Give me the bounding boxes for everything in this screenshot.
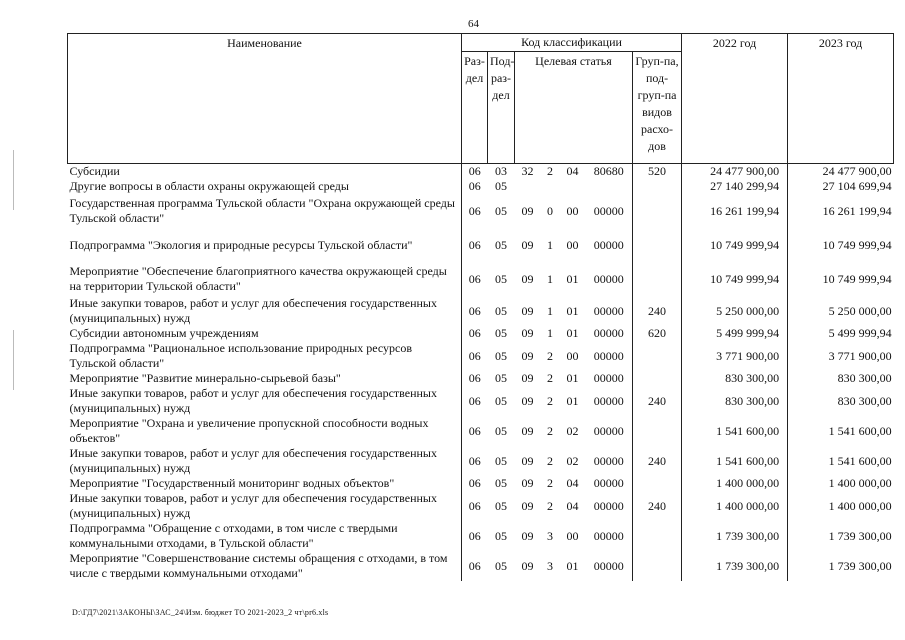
table-row: [68, 179, 894, 194]
cell-cs2: 2: [547, 393, 553, 408]
cell-podrazdel: 05: [495, 371, 507, 385]
cell-cs1: [515, 179, 541, 194]
cell-y2023: 24 477 900,00: [788, 164, 894, 180]
header-subsection: Под-раз-дел: [488, 52, 515, 164]
cell-cs3: 00: [566, 203, 579, 218]
cell-razdel: 06: [462, 416, 488, 446]
cell-cs3: 02: [566, 423, 579, 438]
table-row: [68, 296, 894, 326]
cell-podrazdel: 03: [488, 164, 515, 180]
cell-cs1: 09: [521, 528, 534, 543]
cell-name: Государственная программа Тульской области "Охрана окружающей среды Тульской области": [69, 196, 455, 225]
table-row: [68, 476, 894, 491]
cell-cs3: 01: [566, 326, 579, 340]
cell-cs2: 2: [547, 498, 553, 513]
cell-cs3: 04: [566, 498, 579, 513]
cell-y2022: 27 140 299,94: [682, 179, 788, 194]
cell-podrazdel: 05: [495, 453, 507, 468]
cell-y2023: 10 749 999,94: [788, 262, 894, 296]
cell-y2022: 1 541 600,00: [682, 416, 788, 446]
cell-razdel: 06: [462, 386, 488, 416]
cell-razdel: 06: [462, 551, 488, 581]
cell-cs1: 09: [521, 237, 534, 252]
cell-cs2: 3: [547, 528, 553, 543]
cell-razdel: 06: [462, 296, 488, 326]
cell-cs4: 00000: [593, 371, 624, 385]
cell-podrazdel: 05: [495, 528, 507, 543]
cell-razdel: 06: [462, 262, 488, 296]
cell-cs2: 1: [547, 326, 553, 340]
header-classification-code: Код классификации: [462, 34, 682, 52]
table-row: [68, 262, 894, 296]
cell-razdel: 06: [462, 491, 488, 521]
cell-name: Мероприятие "Развитие минерально-сырьевой базы": [69, 371, 341, 385]
cell-cs1: 32: [515, 164, 541, 180]
cell-cs4: 00000: [593, 348, 624, 363]
cell-name: Субсидии автономным учреждениям: [69, 326, 259, 340]
cell-razdel: 06: [462, 179, 488, 194]
cell-podrazdel: 05: [495, 326, 507, 340]
header-year-2023: 2023 год: [788, 34, 894, 164]
cell-podrazdel: 05: [495, 348, 507, 363]
cell-vr: [633, 228, 682, 262]
cell-cs2: 2: [547, 453, 553, 468]
cell-cs4: [586, 179, 633, 194]
cell-podrazdel: 05: [495, 498, 507, 513]
cell-cs3: 02: [566, 453, 579, 468]
cell-cs4: 00000: [593, 203, 624, 218]
cell-cs2: 2: [547, 423, 553, 438]
cell-cs3: 01: [566, 558, 579, 573]
cell-cs1: 09: [521, 393, 534, 408]
cell-cs4: 00000: [593, 453, 624, 468]
cell-y2023: 27 104 699,94: [788, 179, 894, 194]
cell-y2022: 5 499 999,94: [682, 326, 788, 341]
footer-file-path: D:\ГД7\2021\ЗАКОНЫ\ЗАС_24\Изм. бюджет ТО 2021-2023_2 чт\pr6.xls: [72, 608, 329, 617]
cell-cs1: 09: [521, 271, 534, 286]
cell-cs4: 00000: [593, 237, 624, 252]
cell-cs3: 01: [566, 271, 579, 286]
margin-mark: [13, 330, 14, 390]
cell-podrazdel: 05: [495, 423, 507, 438]
cell-cs2: 2: [547, 371, 553, 385]
table-row: [68, 326, 894, 341]
cell-y2022: 830 300,00: [682, 371, 788, 386]
cell-razdel: 06: [462, 194, 488, 228]
cell-cs4: 00000: [593, 393, 624, 408]
table-row: [68, 228, 894, 262]
cell-y2022: 3 771 900,00: [682, 341, 788, 371]
cell-cs2: 3: [547, 558, 553, 573]
cell-vr: 240: [633, 446, 682, 476]
cell-podrazdel: 05: [495, 303, 507, 318]
cell-y2022: 830 300,00: [682, 386, 788, 416]
cell-name: Иные закупки товаров, работ и услуг для обеспечения государственных (муниципальных) нужд: [69, 296, 437, 325]
cell-razdel: 06: [462, 228, 488, 262]
cell-razdel: 06: [462, 164, 488, 180]
cell-vr: [633, 179, 682, 194]
cell-vr: [633, 476, 682, 491]
cell-cs4: 00000: [593, 303, 624, 318]
cell-y2023: 5 250 000,00: [788, 296, 894, 326]
cell-razdel: 06: [462, 521, 488, 551]
cell-razdel: 06: [462, 341, 488, 371]
cell-vr: [633, 551, 682, 581]
header-expense-group: Груп-па, под-груп-па видов расхо-дов: [633, 52, 682, 164]
cell-cs1: 09: [521, 348, 534, 363]
cell-y2023: 3 771 900,00: [788, 341, 894, 371]
cell-cs1: 09: [521, 453, 534, 468]
cell-razdel: 06: [462, 326, 488, 341]
cell-vr: [633, 416, 682, 446]
cell-name: Другие вопросы в области охраны окружающей среды: [69, 179, 349, 193]
cell-y2023: 1 541 600,00: [788, 446, 894, 476]
cell-razdel: 06: [462, 371, 488, 386]
cell-cs3: [560, 179, 586, 194]
cell-y2022: 10 749 999,94: [682, 228, 788, 262]
cell-cs1: 09: [521, 371, 534, 385]
table-body: [68, 164, 894, 582]
cell-cs1: 09: [521, 326, 534, 340]
cell-name: Иные закупки товаров, работ и услуг для обеспечения государственных (муниципальных) нужд: [69, 446, 437, 475]
cell-cs2: 2: [547, 476, 553, 490]
cell-podrazdel: 05: [495, 237, 507, 252]
cell-vr: 620: [633, 326, 682, 341]
cell-cs3: 00: [566, 348, 579, 363]
cell-podrazdel: 05: [495, 393, 507, 408]
cell-cs3: 04: [560, 164, 586, 180]
header-name: Наименование: [68, 34, 462, 164]
cell-name: Подпрограмма "Рациональное использование природных ресурсов Тульской области": [69, 341, 412, 370]
cell-y2023: 830 300,00: [788, 386, 894, 416]
cell-cs2: 2: [541, 164, 560, 180]
cell-name: Подпрограмма "Обращение с отходами, в том числе с твердыми коммунальными отходами, в Тульской области": [69, 521, 398, 550]
cell-y2022: 5 250 000,00: [682, 296, 788, 326]
cell-name: Мероприятие "Государственный мониторинг водных объектов": [69, 476, 395, 490]
cell-name: Иные закупки товаров, работ и услуг для обеспечения государственных (муниципальных) нужд: [69, 386, 437, 415]
cell-name: Мероприятие "Совершенствование системы обращения с отходами, в том числе с твердыми коммунальными отходами": [69, 551, 448, 580]
cell-cs1: 09: [521, 423, 534, 438]
cell-vr: [633, 521, 682, 551]
cell-cs1: 09: [521, 476, 534, 490]
cell-cs3: 01: [566, 303, 579, 318]
table-row: [68, 416, 894, 446]
cell-y2022: 1 541 600,00: [682, 446, 788, 476]
cell-y2023: 830 300,00: [788, 371, 894, 386]
cell-cs4: 00000: [593, 423, 624, 438]
cell-razdel: 06: [462, 446, 488, 476]
header-target-article: Целевая статья: [515, 52, 633, 164]
budget-table: [67, 33, 894, 581]
cell-name: Субсидии: [68, 164, 462, 180]
table-row: [68, 491, 894, 521]
cell-y2022: 1 400 000,00: [682, 491, 788, 521]
cell-y2023: 16 261 199,94: [788, 194, 894, 228]
cell-vr: [633, 262, 682, 296]
table-row: [68, 194, 894, 228]
cell-cs2: 1: [547, 271, 553, 286]
cell-cs3: 01: [566, 393, 579, 408]
table-row: [68, 341, 894, 371]
cell-cs4: 00000: [593, 476, 624, 490]
cell-cs3: 04: [566, 476, 579, 490]
cell-y2022: 16 261 199,94: [682, 194, 788, 228]
cell-vr: [633, 194, 682, 228]
cell-name: Подпрограмма "Экология и природные ресурсы Тульской области": [69, 237, 413, 252]
cell-vr: 240: [633, 296, 682, 326]
table-row: [68, 164, 894, 180]
cell-vr: 520: [633, 164, 682, 180]
cell-podrazdel: 05: [495, 271, 507, 286]
cell-cs2: 2: [547, 348, 553, 363]
cell-podrazdel: 05: [495, 558, 507, 573]
cell-cs1: 09: [521, 498, 534, 513]
cell-cs1: 09: [521, 303, 534, 318]
cell-cs3: 00: [566, 528, 579, 543]
cell-name: Иные закупки товаров, работ и услуг для обеспечения государственных (муниципальных) нужд: [69, 491, 437, 520]
cell-cs4: 00000: [593, 271, 624, 286]
cell-cs2: 1: [547, 237, 553, 252]
cell-razdel: 06: [462, 476, 488, 491]
cell-y2023: 1 400 000,00: [788, 491, 894, 521]
table-row: [68, 521, 894, 551]
table-row: [68, 551, 894, 581]
cell-y2022: 1 400 000,00: [682, 476, 788, 491]
cell-cs4: 00000: [593, 558, 624, 573]
cell-y2022: 24 477 900,00: [682, 164, 788, 180]
cell-cs1: 09: [521, 203, 534, 218]
cell-name: Мероприятие "Обеспечение благоприятного качества окружающей среды на территории Тульской области": [69, 264, 447, 293]
cell-y2023: 1 400 000,00: [788, 476, 894, 491]
cell-vr: 240: [633, 386, 682, 416]
cell-cs1: 09: [521, 558, 534, 573]
cell-podrazdel: 05: [495, 179, 507, 193]
cell-vr: 240: [633, 491, 682, 521]
cell-cs2: 0: [547, 203, 553, 218]
table-row: [68, 446, 894, 476]
cell-cs4: 00000: [593, 326, 624, 340]
cell-cs2: 1: [547, 303, 553, 318]
cell-cs3: 00: [566, 237, 579, 252]
cell-cs3: 01: [566, 371, 579, 385]
page-number: 64: [468, 18, 479, 30]
cell-cs4: 00000: [593, 528, 624, 543]
cell-y2023: 1 739 300,00: [788, 551, 894, 581]
cell-y2023: 1 739 300,00: [788, 521, 894, 551]
cell-podrazdel: 05: [495, 203, 507, 218]
cell-name: Мероприятие "Охрана и увеличение пропускной способности водных объектов": [69, 416, 429, 445]
cell-cs2: [541, 179, 560, 194]
cell-cs4: 00000: [593, 498, 624, 513]
cell-y2023: 5 499 999,94: [788, 326, 894, 341]
cell-vr: [633, 371, 682, 386]
header-section: Раз-дел: [462, 52, 488, 164]
header-year-2022: 2022 год: [682, 34, 788, 164]
cell-vr: [633, 341, 682, 371]
cell-y2023: 10 749 999,94: [788, 228, 894, 262]
cell-cs4: 80680: [586, 164, 633, 180]
cell-y2022: 1 739 300,00: [682, 521, 788, 551]
cell-y2022: 10 749 999,94: [682, 262, 788, 296]
margin-mark: [13, 150, 14, 210]
cell-y2022: 1 739 300,00: [682, 551, 788, 581]
cell-y2023: 1 541 600,00: [788, 416, 894, 446]
table-row: [68, 386, 894, 416]
table-row: [68, 371, 894, 386]
cell-podrazdel: 05: [495, 476, 507, 490]
